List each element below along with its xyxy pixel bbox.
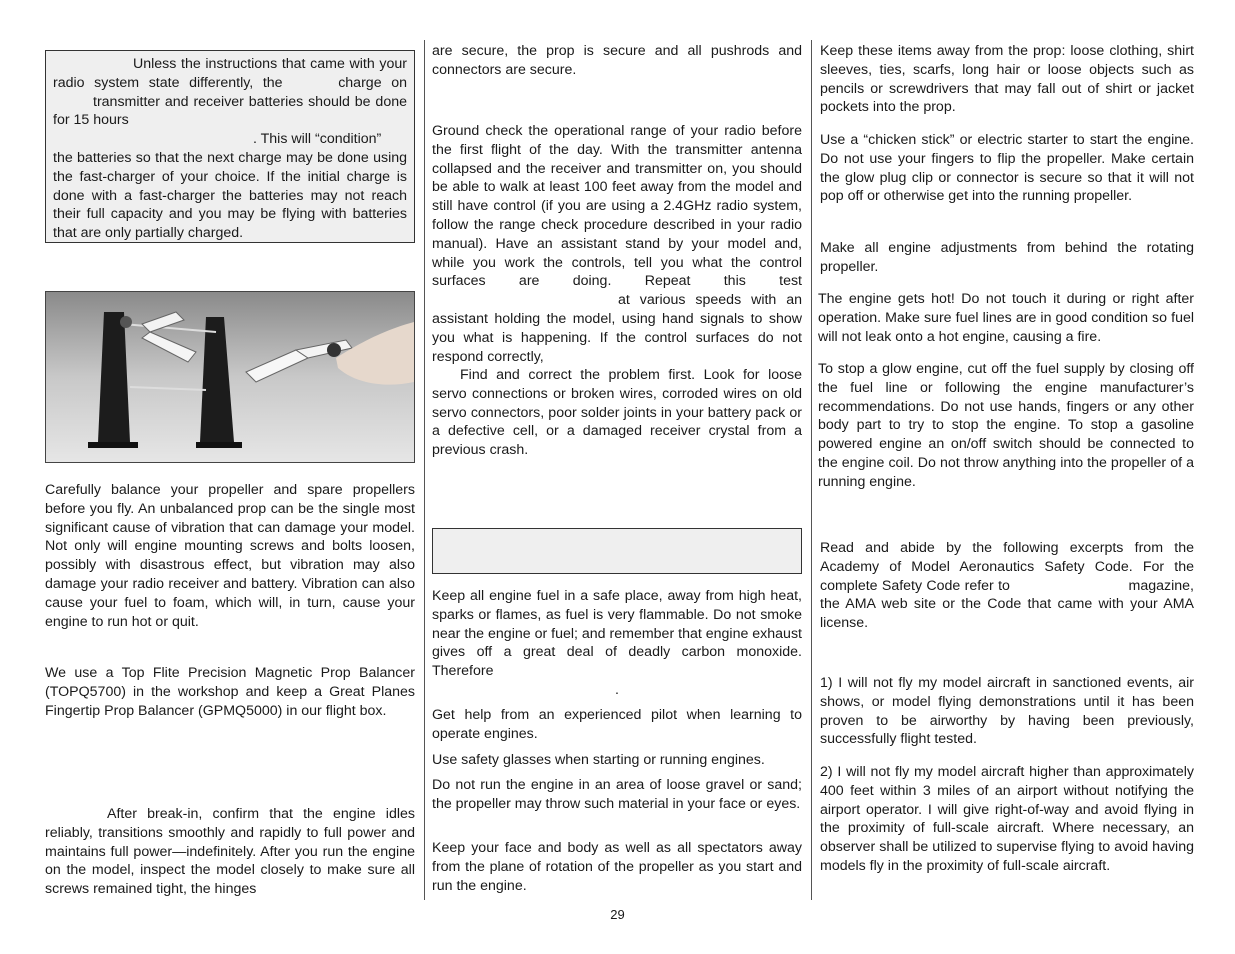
battery-charge-note-box	[45, 50, 415, 243]
prop-balancer-illustration	[46, 292, 414, 462]
charge-note-text-d: transmitter and receiver batteries should be done for 15 hours	[53, 93, 407, 129]
continued-paragraph: are secure, the prop is secure and all pushrods and connectors are secure.	[432, 43, 802, 78]
engine-hot-paragraph: The engine gets hot! Do not touch it during or right after operation. Make sure fuel lines are in good condition so fuel will not leak onto a hot engine, causing a fire.	[818, 291, 1194, 345]
charge-note-text-c: on	[391, 74, 407, 91]
ground-check-paragraph	[432, 122, 802, 366]
find-problem-paragraph: Find and correct the problem first. Look for loose servo connections or broken wires, corroded wires on old servo connectors, poor solder joints in your battery pack or a defective cell, or a damaged receiver crystal from a previous crash.	[432, 367, 802, 459]
fuel-safety-end: .	[615, 682, 619, 698]
prop-balancer-paragraph: We use a Top Flite Precision Magnetic Prop Balancer (TOPQ5700) in the workshop and keep a Great Planes Fingertip Prop Balancer (GPMQ5000) in our flight box.	[45, 665, 415, 719]
ground-check-text-a: Ground check the operational range of your radio before the first flight of the day. With the transmitter antenna collapsed and the receiver and transmitter on, you should be able to walk at least 100 feet away from the model and still have control (if you are using a 2.4GHz radio system, follow the range check procedure described in your radio manual). Have an assistant stand by your model and, while you work the controls, tell you what the control surfaces are doing. Repeat this test	[432, 123, 802, 290]
ama-code-paragraph	[820, 539, 1194, 633]
charge-note-text-b: charge	[338, 74, 382, 91]
ground-check-text-c: various speeds with an assistant holding the model, using hand signals to show you what is happening. If the control surfaces do not respond correctly,	[432, 292, 802, 365]
loose-gravel-paragraph: Do not run the engine in an area of loose gravel or sand; the propeller may throw such material in your face or eyes.	[432, 777, 802, 812]
balance-propeller-paragraph: Carefully balance your propeller and spare propellers before you fly. An unbalanced prop can be the single most significant cause of vibration that can damage your model. Not only will engine mounting screws and bolts loosen, possibly with disastrous effect, but vibration may also damage your radio receiver and battery. Vibration can also cause your fuel to foam, which will, in turn, cause your engine to run hot or quit.	[45, 482, 415, 630]
break-in-paragraph-wrap	[45, 805, 415, 899]
safety-rule-1: 1) I will not fly my model aircraft in sanctioned events, air shows, or model flying demonstrations until it has been proven to be airworthy by having been previously, successfully flight tested.	[820, 675, 1194, 748]
charge-note-text-e: . This will “condition”	[253, 131, 382, 148]
safety-glasses-paragraph: Use safety glasses when starting or running engines.	[432, 752, 765, 768]
find-problem-paragraph-wrap	[432, 366, 802, 460]
safety-rule-2: 2) I will not fly my model aircraft higher than approximately 400 feet within 3 miles of an airport without notifying the airport operator. I will give right-of-way and avoid flying in the proximity of full-scale aircraft. Where necessary, an observer shall be utilized to supervise flying to avoid having models fly in the proximity of full-scale aircraft.	[820, 764, 1194, 874]
prop-balancer-photo	[45, 291, 415, 463]
column-divider-1	[424, 40, 425, 900]
engine-adjustments-paragraph: Make all engine adjustments from behind the rotating propeller.	[820, 240, 1194, 275]
page-number: 29	[610, 907, 625, 922]
keep-clear-paragraph: Keep your face and body as well as all spectators away from the plane of rotation of the propeller as you start and run the engine.	[432, 840, 802, 894]
break-in-paragraph: After break-in, confirm that the engine idles reliably, transitions smoothly and rapidly to full power and maintains full power—indefinitely. After you run the engine on the model, inspect the model closely to make sure all screws remained tight, the hinges	[45, 806, 415, 898]
ground-check-text-b: at	[618, 292, 630, 309]
ama-code-text-b: magazine, the AMA web site or the Code that came with your AMA license.	[820, 577, 1194, 632]
charge-note-text-a: Unless the instructions that came with your radio system state differently, the	[53, 56, 407, 91]
engine-safety-heading-box	[432, 528, 802, 574]
charge-note-paragraph-2: the batteries so that the next charge may be done using the fast-charger of your choice. If the initial charge is done with a fast-charger the batteries may not reach their full capacity and you may be flying with batteries that are only partially charged.	[53, 149, 407, 242]
fuel-safety-paragraph: Keep all engine fuel in a safe place, away from high heat, sparks or flames, as fuel is very flammable. Do not smoke near the engine or fuel; and remember that engine exhaust gives off a great deal of deadly carbon monoxide. Therefore	[432, 588, 802, 680]
column-divider-2	[811, 40, 812, 900]
ama-code-text-a: Read and abide by the following excerpts from the Academy of Model Aeronautics Safety Code. For the complete Safety Code refer to	[820, 540, 1194, 594]
stop-engine-paragraph: To stop a glow engine, cut off the fuel supply by closing off the fuel line or following the engine manufacturer’s recommendations. Do not use hands, fingers or any other body part to try to stop the engine. To stop a gasoline powered engine an on/off switch should be connected to the engine coil. Do not throw anything into the propeller of a running engine.	[818, 361, 1194, 490]
chicken-stick-paragraph: Use a “chicken stick” or electric starter to start the engine. Do not use your fingers to flip the propeller. Make certain the glow plug clip or connector is secure so that it will not pop off or otherwise get into the running propeller.	[820, 132, 1194, 205]
get-help-paragraph: Get help from an experienced pilot when learning to operate engines.	[432, 707, 802, 742]
loose-items-paragraph: Keep these items away from the prop: loose clothing, shirt sleeves, ties, scarfs, long hair or loose objects such as pencils or screwdrivers that may fall out of shirt or jacket pockets into the prop.	[820, 43, 1194, 116]
